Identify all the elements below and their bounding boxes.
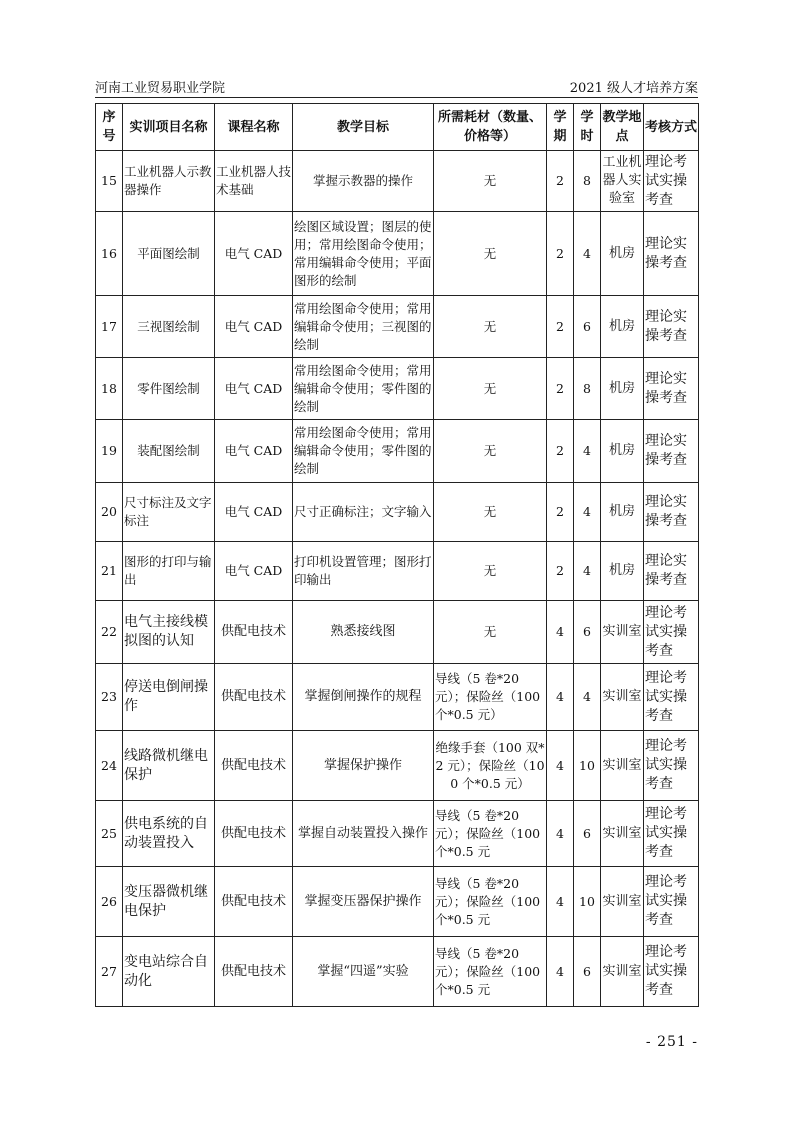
cell-materials: 导线（5 卷*20 元）；保险丝（100 个*0.5 元 <box>434 867 547 937</box>
cell-goal: 掌握倒闸操作的规程 <box>293 664 434 731</box>
cell-project: 三视图绘制 <box>123 296 215 358</box>
cell-term: 2 <box>547 542 574 601</box>
cell-course: 供配电技术 <box>215 601 293 664</box>
cell-assess: 理论考试实操考查 <box>644 801 699 867</box>
cell-hours: 4 <box>574 420 601 483</box>
table-row <box>96 483 699 542</box>
col-header-project: 实训项目名称 <box>123 104 215 151</box>
cell-no: 25 <box>96 801 123 867</box>
cell-place: 实训室 <box>601 664 644 731</box>
cell-hours: 8 <box>574 151 601 212</box>
cell-place: 机房 <box>601 358 644 420</box>
page-number: - 251 - <box>645 1034 698 1050</box>
cell-term: 4 <box>547 601 574 664</box>
cell-place: 实训室 <box>601 601 644 664</box>
cell-hours: 4 <box>574 483 601 542</box>
cell-project: 尺寸标注及文字标注 <box>123 483 215 542</box>
cell-materials: 导线（5 卷*20 元）；保险丝（100 个*0.5 元 <box>434 937 547 1007</box>
cell-assess: 理论考试实操考查 <box>644 601 699 664</box>
col-header-goal: 教学目标 <box>293 104 434 151</box>
cell-no: 17 <box>96 296 123 358</box>
cell-hours: 10 <box>574 867 601 937</box>
col-header-assess: 考核方式 <box>644 104 699 151</box>
cell-no: 27 <box>96 937 123 1007</box>
cell-assess: 理论考试实操考查 <box>644 731 699 801</box>
cell-goal: 尺寸正确标注；文字输入 <box>293 483 434 542</box>
cell-goal: 常用绘图命令使用；常用编辑命令使用；零件图的绘制 <box>293 358 434 420</box>
table-header-row <box>96 104 699 151</box>
cell-no: 26 <box>96 867 123 937</box>
cell-hours: 6 <box>574 801 601 867</box>
header-school-name: 河南工业贸易职业学院 <box>95 81 226 96</box>
cell-course: 电气 CAD <box>215 358 293 420</box>
cell-assess: 理论实操考查 <box>644 212 699 296</box>
cell-goal: 常用绘图命令使用；常用编辑命令使用；零件图的绘制 <box>293 420 434 483</box>
cell-hours: 6 <box>574 601 601 664</box>
col-header-no: 序号 <box>96 104 123 151</box>
table-row <box>96 296 699 358</box>
cell-place: 机房 <box>601 296 644 358</box>
cell-materials: 无 <box>434 358 547 420</box>
cell-place: 实训室 <box>601 731 644 801</box>
col-header-course: 课程名称 <box>215 104 293 151</box>
table-row <box>96 420 699 483</box>
cell-materials: 无 <box>434 151 547 212</box>
table-row <box>96 937 699 1007</box>
cell-no: 19 <box>96 420 123 483</box>
cell-place: 机房 <box>601 542 644 601</box>
table-row <box>96 601 699 664</box>
cell-place: 机房 <box>601 420 644 483</box>
training-table <box>95 103 699 1007</box>
cell-term: 4 <box>547 937 574 1007</box>
cell-place: 机房 <box>601 212 644 296</box>
cell-term: 2 <box>547 483 574 542</box>
cell-materials: 绝缘手套（100 双*2 元）；保险丝（100 个*0.5 元） <box>434 731 547 801</box>
cell-no: 21 <box>96 542 123 601</box>
cell-goal: 绘图区域设置；图层的使用；常用绘图命令使用；常用编辑命令使用；平面图形的绘制 <box>293 212 434 296</box>
cell-project: 变电站综合自动化 <box>123 937 215 1007</box>
cell-term: 4 <box>547 731 574 801</box>
cell-project: 停送电倒闸操作 <box>123 664 215 731</box>
cell-hours: 4 <box>574 542 601 601</box>
cell-course: 供配电技术 <box>215 801 293 867</box>
cell-course: 供配电技术 <box>215 937 293 1007</box>
cell-project: 变压器微机继电保护 <box>123 867 215 937</box>
cell-course: 供配电技术 <box>215 664 293 731</box>
cell-project: 供电系统的自动装置投入 <box>123 801 215 867</box>
cell-hours: 8 <box>574 358 601 420</box>
cell-course: 电气 CAD <box>215 542 293 601</box>
cell-materials: 导线（5 卷*20 元）；保险丝（100 个*0.5 元 <box>434 801 547 867</box>
cell-assess: 理论考试实操考查 <box>644 937 699 1007</box>
cell-materials: 无 <box>434 483 547 542</box>
cell-no: 16 <box>96 212 123 296</box>
cell-no: 20 <box>96 483 123 542</box>
cell-project: 工业机器人示教器操作 <box>123 151 215 212</box>
cell-materials: 导线（5 卷*20 元）；保险丝（100 个*0.5 元） <box>434 664 547 731</box>
cell-materials: 无 <box>434 212 547 296</box>
cell-course: 电气 CAD <box>215 483 293 542</box>
cell-materials: 无 <box>434 601 547 664</box>
cell-goal: 掌握变压器保护操作 <box>293 867 434 937</box>
cell-assess: 理论考试实操考查 <box>644 664 699 731</box>
table-row <box>96 358 699 420</box>
cell-term: 2 <box>547 358 574 420</box>
cell-no: 23 <box>96 664 123 731</box>
cell-goal: 熟悉接线图 <box>293 601 434 664</box>
cell-place: 实训室 <box>601 801 644 867</box>
cell-no: 18 <box>96 358 123 420</box>
cell-materials: 无 <box>434 542 547 601</box>
table-row <box>96 801 699 867</box>
cell-hours: 4 <box>574 212 601 296</box>
table-row <box>96 542 699 601</box>
table-row <box>96 664 699 731</box>
cell-course: 供配电技术 <box>215 731 293 801</box>
cell-assess: 理论实操考查 <box>644 542 699 601</box>
table-row <box>96 867 699 937</box>
header-divider <box>95 97 698 98</box>
cell-course: 电气 CAD <box>215 212 293 296</box>
cell-course: 供配电技术 <box>215 867 293 937</box>
cell-hours: 6 <box>574 296 601 358</box>
cell-course: 工业机器人技术基础 <box>215 151 293 212</box>
cell-project: 装配图绘制 <box>123 420 215 483</box>
cell-assess: 理论实操考查 <box>644 296 699 358</box>
table-row <box>96 151 699 212</box>
cell-no: 15 <box>96 151 123 212</box>
cell-project: 平面图绘制 <box>123 212 215 296</box>
cell-term: 4 <box>547 664 574 731</box>
cell-place: 实训室 <box>601 867 644 937</box>
cell-goal: 掌握“四遥”实验 <box>293 937 434 1007</box>
cell-assess: 理论实操考查 <box>644 420 699 483</box>
cell-goal: 掌握自动装置投入操作 <box>293 801 434 867</box>
cell-course: 电气 CAD <box>215 296 293 358</box>
cell-course: 电气 CAD <box>215 420 293 483</box>
cell-materials: 无 <box>434 296 547 358</box>
cell-hours: 10 <box>574 731 601 801</box>
table-row <box>96 212 699 296</box>
cell-assess: 理论考试实操考查 <box>644 151 699 212</box>
col-header-materials: 所需耗材（数量、价格等） <box>434 104 547 151</box>
col-header-place: 教学地点 <box>601 104 644 151</box>
cell-term: 4 <box>547 867 574 937</box>
cell-goal: 常用绘图命令使用；常用编辑命令使用；三视图的绘制 <box>293 296 434 358</box>
cell-project: 线路微机继电保护 <box>123 731 215 801</box>
cell-goal: 掌握保护操作 <box>293 731 434 801</box>
cell-term: 2 <box>547 420 574 483</box>
cell-goal: 掌握示教器的操作 <box>293 151 434 212</box>
table-row <box>96 731 699 801</box>
cell-project: 图形的打印与输出 <box>123 542 215 601</box>
cell-no: 24 <box>96 731 123 801</box>
cell-place: 工业机器人实验室 <box>601 151 644 212</box>
col-header-hours: 学时 <box>574 104 601 151</box>
col-header-term: 学期 <box>547 104 574 151</box>
cell-term: 2 <box>547 151 574 212</box>
cell-assess: 理论考试实操考查 <box>644 867 699 937</box>
header-plan-title: 2021 级人才培养方案 <box>569 81 698 96</box>
cell-place: 实训室 <box>601 937 644 1007</box>
cell-term: 2 <box>547 296 574 358</box>
cell-assess: 理论实操考查 <box>644 483 699 542</box>
cell-hours: 6 <box>574 937 601 1007</box>
cell-project: 零件图绘制 <box>123 358 215 420</box>
cell-term: 4 <box>547 801 574 867</box>
cell-place: 机房 <box>601 483 644 542</box>
cell-no: 22 <box>96 601 123 664</box>
cell-assess: 理论实操考查 <box>644 358 699 420</box>
cell-hours: 4 <box>574 664 601 731</box>
cell-goal: 打印机设置管理；图形打印输出 <box>293 542 434 601</box>
cell-term: 2 <box>547 212 574 296</box>
cell-materials: 无 <box>434 420 547 483</box>
cell-project: 电气主接线模拟图的认知 <box>123 601 215 664</box>
